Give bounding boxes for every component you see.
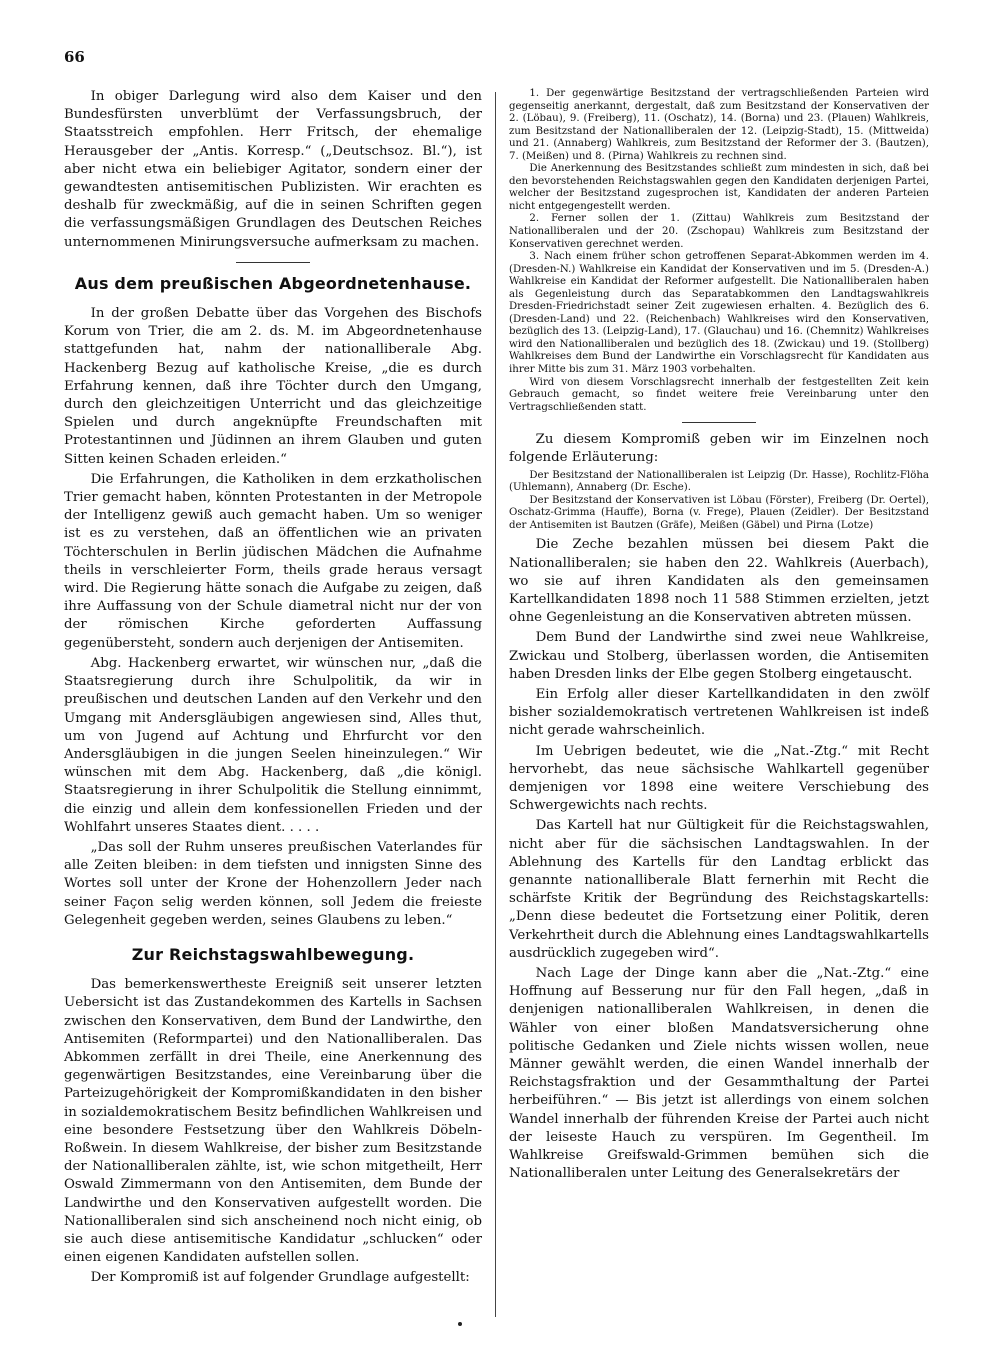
term-paragraph: 2. Ferner sollen der 1. (Zittau) Wahlkreis zum Besitzstand der Nationalliberalen und der 20. (Zschopau) Wahlkreis zum Besitzstand der Konservativen gerechnet werden. (509, 213, 929, 250)
left-column (64, 88, 482, 1290)
commentary-intro-block (509, 431, 929, 467)
article-paragraph: „Das soll der Ruhm unseres preußischen Vaterlandes für alle Zeiten bleiben: in dem tiefsten und innigsten Sinne des Wortes soll unter der Krone der Hohenzollern Jeder nach seiner Façon selig werden können, soll Jedem die freieste Gelegenheit gegeben werden, seines Glaubens zu leben.“ (64, 839, 482, 928)
commentary-paragraph: Die Zeche bezahlen müssen bei diesem Pakt die Nationalliberalen; sie haben den 22. Wahlkreis (Auerbach), wo sie auf ihren Kandidaten als den gemeinsamen Kartellkandidaten 1898 noch 11 588 Stimmen erzielten, jetzt ohne Gegenleistung an die Konservativen abtreten müssen. (509, 537, 929, 626)
intro-paragraph: In obiger Darlegung wird also dem Kaiser und den Bundesfürsten unverblümt der Verfassungsbruch, der Staatsstreich empfohlen. Herr Fritsch, der ehemalige Herausgeber der „Antis. Korresp.“ („Deutschsoz. Bl.“), ist aber nicht etwa ein beliebiger Agitator, sondern einer der gewandtesten antisemitischen Publizisten. Wir erachten es deshalb für zweckmäßig, auf die in seinen Schriften gegen die verfassungsmäßigen Grundlagen des Deutschen Reiches unternommenen Minirungsversuche aufmerksam zu machen. (64, 89, 482, 250)
commentary-paragraph: Das Kartell hat nur Gültigkeit für die Reichstagswahlen, nicht aber für die sächsischen Landtagswahlen. In der Ablehnung des Kartells für den Landtag erblickt das genannte nationalliberale Blatt fernerhin mit Recht die schärfste Kritik der Begründung des Reichstagskartells: „Denn diese bedeutet die Fortsetzung einer Politik, deren Verkehrtheit durch die Ablehnung eines Landtagswahlkartells ausdrücklich zugegeben wird“. (509, 818, 929, 961)
section-heading-reichstagswahl: Zur Reichstagswahlbewegung. (131, 944, 415, 964)
compromise-terms (509, 88, 929, 414)
term-paragraph: Wird von diesem Vorschlagsrecht innerhalb der festgestellten Zeit kein Gebrauch gemacht, so findet weitere freie Vereinbarung unter den Vertragschließenden statt. (509, 376, 929, 413)
commentary-intro: Zu diesem Kompromiß geben wir im Einzelnen noch folgende Erläuterung: (509, 432, 929, 466)
term-paragraph: 3. Nach einem früher schon getroffenen Separat-Abkommen werden im 4. (Dresden-N.) Wahlkreise ein Kandidat der Konservativen und im 5. (Dresden-A.) Wahlkreise ein Kandidat der Reformer aufgestellt. Die Nationalliberalen haben als Gegenleistung durch das Separatabkommen den Landtagswahlkreis Dresden-Friedrichstadt seiner Zeit zugewiesen erhalten. 4. Bezüglich des 6. (Dresden-Land) und 22. (Reichenbach) Wahlkreises wird den Konservativen, bezüglich des 13. (Leipzig-Land), 17. (Glauchau) und 16. (Chemnitz) Wahlkreises wird den Nationalliberalen und bezüglich des 18. (Zwickau) und 19. (Stollberg) Wahlkreises dem Bund der Landwirthe ein Vorschlagsrecht für Kandidaten aus ihrer Mitte bis zum 31. März 1903 vorbehalten. (509, 251, 929, 376)
possession-notes (509, 470, 929, 533)
commentary-paragraph: Nach Lage der Dinge kann aber die „Nat.-Ztg.“ eine Hoffnung auf Besserung nur für den Fall hegen, „daß in denjenigen nationalliberalen Wahlkreisen, in denen die Wähler von einer bloßen Mandatsversicherung ohne politische Gedanken und Ziele nichts wissen wollen, neue Männer gewählt werden, die einen Wandel innerhalb der Reichstagsfraktion und der Gesammthaltung der Partei herbeiführen.“ — Bis jetzt ist allerdings von einem solchen Wandel innerhalb der führenden Kreise der Partei auch nicht der leiseste Hauch zu verspüren. Im Gegentheil. Im Wahlkreise Greifswald-Grimmen bemühen sich die Nationalliberalen unter Leitung des Generalsekretärs der (509, 966, 929, 1182)
article-paragraph: Abg. Hackenberg erwartet, wir wünschen nur, „daß die Staatsregierung durch ihre Schulpolitik, da wir in preußischen und deutschen Landen auf den Verkehr und den Umgang mit Andersgläubigen angewiesen sind, Alles thut, um von Jugend auf Achtung und Ehrfurcht vor den Andersgläubigen in die jungen Seelen hineinzulegen.“ Wir wünschen mit dem Abg. Hackenberg, daß „die königl. Staatsregierung in ihrer Schulpolitik die Stellung einnimmt, die einzig und allein dem konfessionellen Frieden und der Wohlfahrt unseres Staates dient. . . . . (64, 655, 482, 835)
note-paragraph: Der Besitzstand der Nationalliberalen ist Leipzig (Dr. Hasse), Rochlitz-Flöha (Uhlemann), Annaberg (Dr. Esche). (509, 469, 929, 494)
commentary-paragraph: Ein Erfolg aller dieser Kartellkandidaten in den zwölf bisher sozialdemokratisch vertretenen Wahlkreisen ist indeß nicht gerade wahrscheinlich. (509, 686, 929, 739)
page-number: 66 (64, 48, 85, 66)
note-paragraph: Der Besitzstand der Konservativen ist Löbau (Förster), Freiberg (Dr. Oertel), Oschatz-Grimma (Hauffe), Borna (v. Frege), Plauen (Zeidler). Der Besitzstand der Antisemiten ist Bautzen (Gräfe), Meißen (Gäbel) und Pirna (Lotze) (509, 494, 929, 531)
article-paragraph: Die Erfahrungen, die Katholiken in dem erzkatholischen Trier gemacht haben, könnten Protestanten in der Metropole der Intelligenz gewiß auch gemacht haben. Um so weniger ist es zu verstehen, daß an öffentlichen wie an privaten Töchterschulen in Berlin jüdischen Mädchen die Aufnahme theils in verschleierter Form, theils grade heraus versagt wird. Die Regierung hätte sonach die Aufgabe zu zeigen, daß ihre Auffassung von der Schule diametral nicht nur der von der römischen Kirche geforderten Auffassung gegenübersteht, sondern auch derjenigen der Antisemiten. (64, 471, 482, 651)
section-heading-abgeordnetenhaus: Aus dem preußischen Abgeordnetenhause. (74, 273, 472, 293)
article-paragraph: Das bemerkenswertheste Ereigniß seit unserer letzten Uebersicht ist das Zustandekommen des Kartells in Sachsen zwischen den Konservativen, dem Bund der Landwirthe, den Antisemiten (Reformpartei) und den Nationalliberalen. Das Abkommen zerfällt in drei Theile, eine Anerkennung des gegenwärtigen Besitzstandes, eine Vereinbarung über die Parteizugehörigkeit der Kompromißkandidaten in den bisher in sozialdemokratischem Besitz befindlichen Wahlkreisen und eine besondere Festsetzung über den Wahlkreis Döbeln-Roßwein. In diesem Wahlkreise, der bisher zum Besitzstande der Nationalliberalen zählte, ist, wie schon mitgetheilt, Herr Oswald Zimmermann von den Antisemiten, dem Bunde der Landwirthe und den Konservativen aufgestellt worden. Die Nationalliberalen sind sich anscheinend noch nicht einig, ob sie auch diese antisemitische Kandidatur „schlucken“ oder einen eigenen Kandidaten aufstellen sollen. (64, 977, 482, 1266)
terms-divider (682, 422, 756, 423)
right-column (509, 88, 929, 1185)
section-divider (236, 262, 310, 263)
article-paragraph: Der Kompromiß ist auf folgender Grundlage aufgestellt: (90, 1270, 470, 1286)
commentary-paragraph: Im Uebrigen bedeutet, wie die „Nat.-Ztg.“ mit Recht hervorhebt, das neue sächsische Wahlkartell gegenüber demjenigen vor 1898 eine weitere Verschiebung des Schwergewichts nach rechts. (509, 743, 929, 814)
section-spacer (64, 932, 482, 946)
commentary-body (509, 536, 929, 1183)
term-paragraph: 1. Der gegenwärtige Besitzstand der vertragschließenden Parteien wird gegenseitig anerkannt, dergestalt, daß zum Besitzstand der Konservativen der 2. (Löbau), 9. (Freiberg), 11. (Oschatz), 14. (Borna) und 23. (Plauen) Wahlkreis, zum Besitzstand der Nationalliberalen der 12. (Leipzig-Stadt), 15. (Mittweida) und 21. (Annaberg) Wahlkreis, zum Besitzstand der Reformer der 3. (Bautzen), 7. (Meißen) und 8. (Pirna) Wahlkreis zu rechnen sind. (509, 88, 929, 162)
article-paragraph: In der großen Debatte über das Vorgehen des Bischofs Korum von Trier, die am 2. ds. M. im Abgeordnetenhause stattgefunden hat, nahm der nationalliberale Abg. Hackenberg Bezug auf katholische Kreise, „die es durch Erfahrung kennen, daß ihre Töchter durch den Umgang, durch den gleichzeitigen Unterricht und das gleichzeitige Spielen und durch angeknüpfte Freundschaften mit Protestantinnen und Jüdinnen an ihrem Glauben und guten Sitten keinen Schaden erleiden.“ (64, 306, 482, 467)
term-paragraph: Die Anerkennung des Besitzstandes schließt zum mindesten in sich, daß bei den bevorstehenden Reichstagswahlen gegen den Kandidaten derjenigen Partei, welcher der Besitzstand zugesprochen ist, Kandidaten der anderen Parteien nicht entgegengestellt werden. (509, 163, 929, 212)
footer-mark (458, 1322, 462, 1326)
commentary-paragraph: Dem Bund der Landwirthe sind zwei neue Wahlkreise, Zwickau und Stolberg, überlassen worden, die Antisemiten haben Dresden links der Elbe gegen Stolberg eingetauscht. (509, 630, 929, 682)
column-divider (495, 92, 496, 1317)
